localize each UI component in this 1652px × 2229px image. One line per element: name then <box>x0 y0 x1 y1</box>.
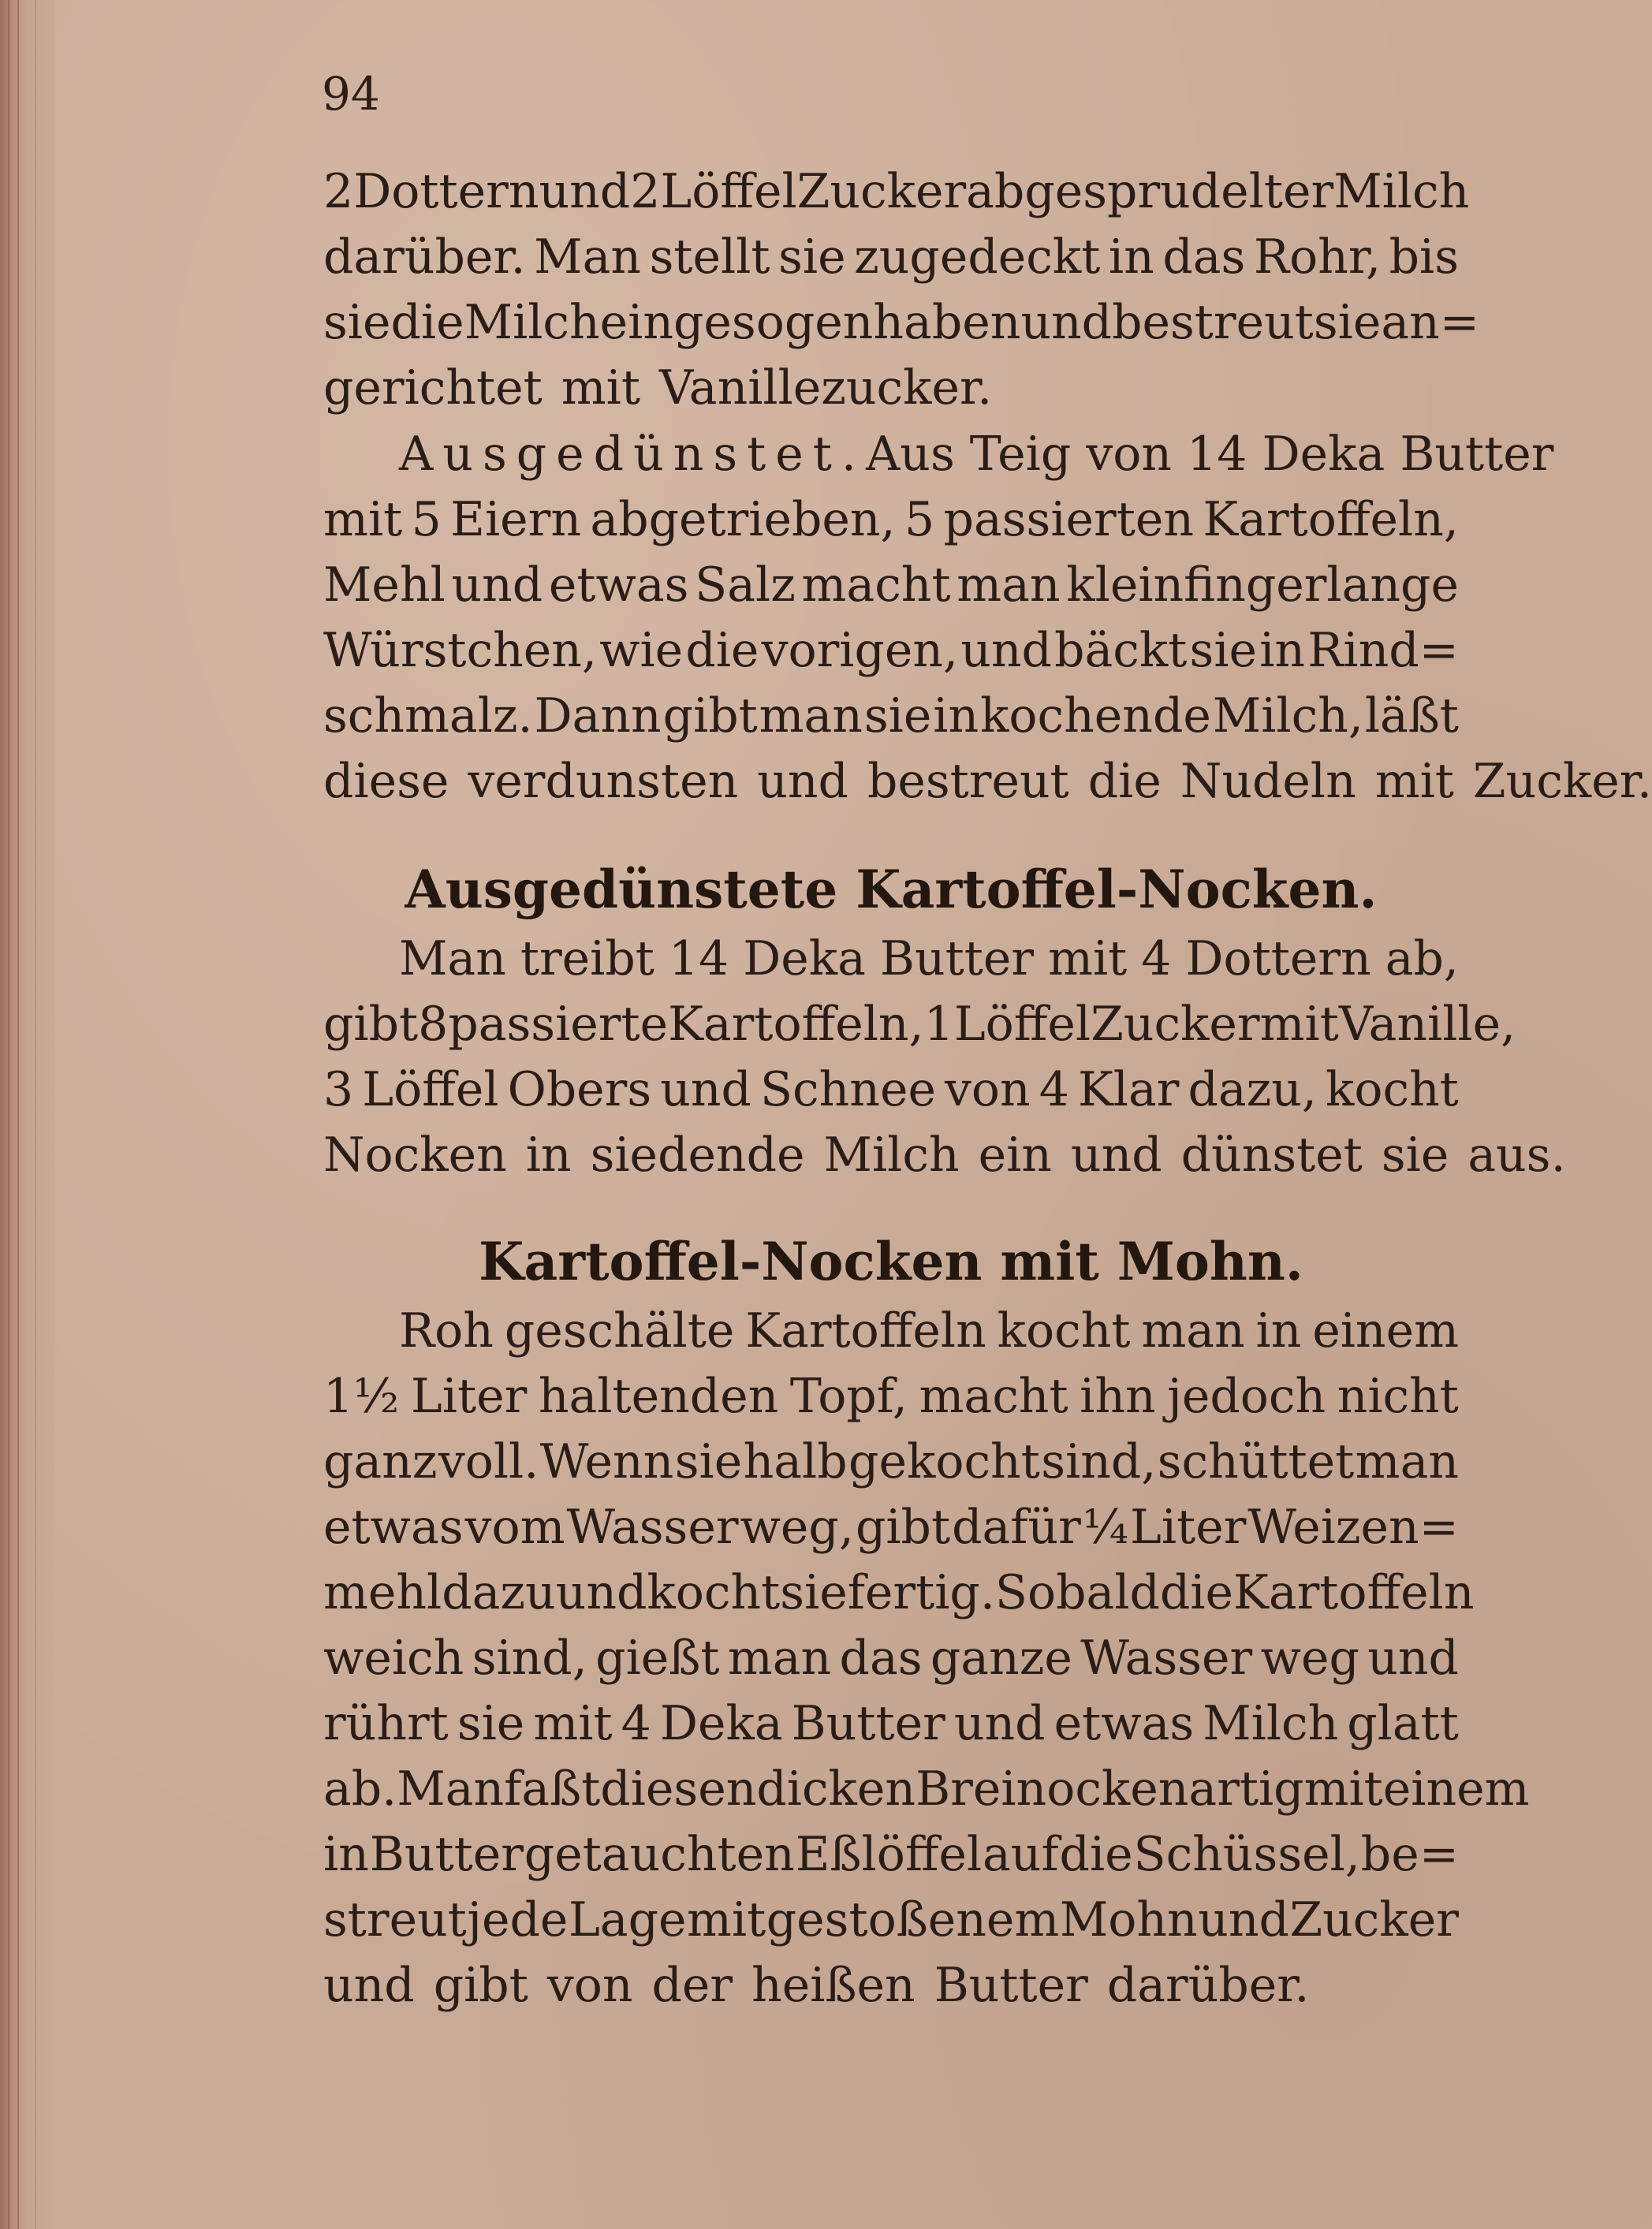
paragraph-continuation <box>323 159 1480 421</box>
text-line: gerichtet mit Vanillezucker. <box>323 360 993 416</box>
text-line: Mehl und etwas Salz macht man kleinfingerlange <box>323 557 1459 613</box>
text-line: ganz voll. Wenn sie halb gekocht sind, schüttet man <box>323 1434 1459 1489</box>
text-line: sie die Milch eingesogen haben und bestreut sie an= <box>323 295 1480 350</box>
text-line: 1½ Liter haltenden Topf, macht ihn jedoch nicht <box>323 1369 1459 1424</box>
binding-line <box>8 0 9 2229</box>
text-line: in Butter getauchten Eßlöffel auf die Schüssel, be= <box>323 1827 1459 1882</box>
paragraph-ausgeduenstet <box>323 422 1652 814</box>
text-line: diese verdunsten und bestreut die Nudeln mit Zucker. <box>323 754 1652 809</box>
text-line: rührt sie mit 4 Deka Butter und etwas Milch glatt <box>323 1696 1459 1751</box>
text-line: mit 5 Eiern abgetrieben, 5 passierten Kartoffeln, <box>323 492 1459 547</box>
text-line: mehl dazu und kocht sie fertig. Sobald die Kartoffeln <box>323 1565 1475 1620</box>
text-line: schmalz. Dann gibt man sie in kochende Milch, läßt <box>323 688 1459 744</box>
text-line: 2 Dottern und 2 Löffel Zucker abgesprudelter Milch <box>323 164 1470 219</box>
text-line: ab. Man faßt diesen dicken Brei nockenartig mit einem <box>323 1761 1530 1817</box>
text-line: 3 Löffel Obers und Schnee von 4 Klar dazu, kocht <box>323 1062 1459 1117</box>
section-body <box>323 1299 1530 2018</box>
text-line: etwas vom Wasser weg, gibt dafür ¼ Liter Weizen= <box>323 1500 1459 1555</box>
text-line: gibt 8 passierte Kartoffeln, 1 Löffel Zucker mit Vanille, <box>323 997 1516 1052</box>
text-line: Roh geschälte Kartoffeln kocht man in einem <box>399 1303 1459 1359</box>
text-line: Man treibt 14 Deka Butter mit 4 Dottern ab, <box>399 931 1459 986</box>
text-line: darüber. Man stellt sie zugedeckt in das Rohr, bis <box>323 229 1459 285</box>
text-line: weich sind, gießt man das ganze Wasser weg und <box>323 1631 1459 1686</box>
binding-line <box>35 0 36 2229</box>
binding-line <box>17 0 19 2229</box>
text-line: Nocken in siedende Milch ein und dünstet sie aus. <box>323 1128 1566 1183</box>
section-body <box>323 926 1566 1188</box>
text-line: Würstchen, wie die vorigen, und bäckt sie in Rind= <box>323 623 1459 678</box>
section-heading: Ausgedünstete Kartoffel-Nocken. <box>405 859 1378 920</box>
run-in-heading: Ausgedünstet. <box>399 427 866 482</box>
page-number: 94 <box>322 67 380 121</box>
text-line-rest: Aus Teig von 14 Deka Butter <box>865 427 1554 482</box>
text-line: und gibt von der heißen Butter darüber. <box>323 1958 1310 2013</box>
section-heading: Kartoffel-Nocken mit Mohn. <box>479 1231 1303 1292</box>
text-line <box>323 422 1554 487</box>
text-line: streut jede Lage mit gestoßenem Mohn und Zucker <box>323 1892 1459 1948</box>
